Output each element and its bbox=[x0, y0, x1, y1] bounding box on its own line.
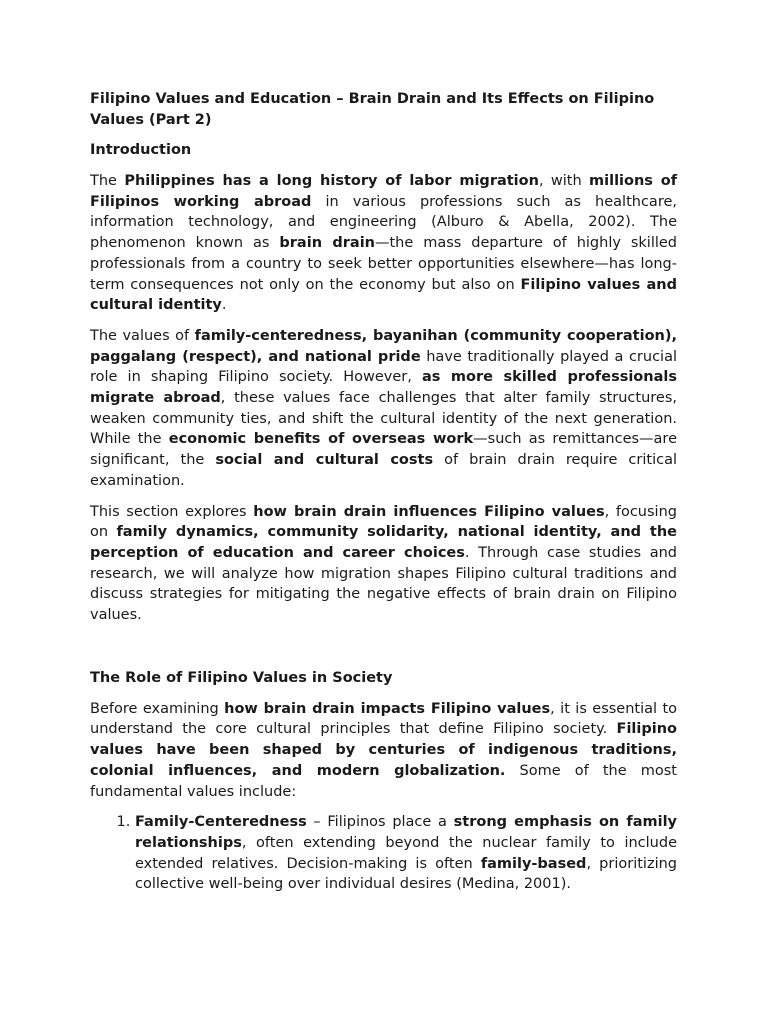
text-run: This section explores bbox=[90, 503, 254, 520]
text-run: have traditionally played a crucial role in shaping Filipino society. However, bbox=[90, 348, 677, 386]
bold-text-run: how brain drain impacts Filipino values bbox=[224, 700, 551, 717]
text-run: , it is essential to understand the core cultural principles that define Filipino society. bbox=[90, 700, 678, 738]
list-item bbox=[135, 812, 677, 895]
bold-text-run: brain drain bbox=[279, 235, 375, 252]
text-run: The bbox=[90, 173, 125, 189]
bold-text-run: millions of Filipinos working abroad bbox=[90, 173, 677, 210]
bold-text-run: how brain drain influences Filipino values bbox=[253, 503, 605, 520]
bold-text-run: family-based bbox=[480, 855, 587, 872]
section-spacer bbox=[90, 636, 677, 668]
bold-text-run: family dynamics, community solidarity, national identity, and the perception of education and career choices bbox=[90, 524, 677, 561]
text-run: of brain drain require critical examination. bbox=[90, 452, 677, 489]
text-run: , focusing on bbox=[90, 503, 677, 541]
text-run: , with bbox=[538, 173, 590, 189]
values-list bbox=[90, 812, 677, 895]
bold-text-run: social and cultural costs bbox=[215, 452, 434, 469]
bold-text-run: Filipino values have been shaped by centuries of indigenous traditions, colonial influences, and modern globalization. bbox=[90, 721, 677, 779]
text-run: Before examining bbox=[90, 700, 225, 717]
text-run: – Filipinos place a bbox=[306, 814, 454, 831]
bold-text-run: family-centeredness, bayanihan (community cooperation), paggalang (respect), and national pride bbox=[90, 327, 677, 365]
text-run: The values of bbox=[90, 327, 195, 344]
text-run: , these values face challenges that alter family structures, weaken community ties, and shift the cultural identity of the next generation. While the bbox=[90, 390, 677, 448]
intro-paragraph-2 bbox=[90, 326, 677, 492]
section-heading-role-of-values: The Role of Filipino Values in Society bbox=[90, 669, 393, 686]
bold-text-run: Philippines has a long history of labor migration bbox=[124, 173, 539, 189]
text-run: . Through case studies and research, we will analyze how migration shapes Filipino cultural traditions and discuss strategies for mitigating the negative effects of brain drain on Filipino values. bbox=[90, 544, 677, 624]
text-run: , often extending beyond the nuclear family to include extended relatives. Decision-making is often bbox=[135, 834, 677, 872]
role-paragraph-1 bbox=[90, 699, 677, 803]
text-run: , prioritizing collective well-being over individual desires (Medina, 2001). bbox=[135, 855, 677, 893]
bold-text-run: Filipino values and cultural identity bbox=[90, 276, 678, 314]
document-title: Filipino Values and Education – Brain Drain and Its Effects on Filipino Values (Part 2) bbox=[90, 91, 655, 128]
intro-paragraph-3 bbox=[90, 502, 677, 626]
text-run: in various professions such as healthcare, information technology, and engineering (Alburo & Abella, 2002). The phenomenon known as bbox=[90, 193, 677, 252]
text-run: —such as remittances—are significant, the bbox=[90, 431, 677, 469]
text-run: Some of the most fundamental values include: bbox=[90, 762, 677, 800]
intro-paragraph-1 bbox=[90, 171, 677, 316]
bold-text-run: economic benefits of overseas work bbox=[168, 431, 474, 448]
bold-text-run: as more skilled professionals migrate abroad bbox=[90, 369, 677, 407]
bold-text-run: Family-Centeredness bbox=[135, 814, 307, 831]
bold-text-run: strong emphasis on family relationships bbox=[135, 814, 678, 851]
text-run: . bbox=[221, 297, 227, 314]
text-run: —the mass departure of highly skilled professionals from a country to seek better opportunities elsewhere—has long-term consequences not only on the economy but also on bbox=[90, 235, 678, 293]
section-heading-introduction: Introduction bbox=[90, 142, 192, 158]
